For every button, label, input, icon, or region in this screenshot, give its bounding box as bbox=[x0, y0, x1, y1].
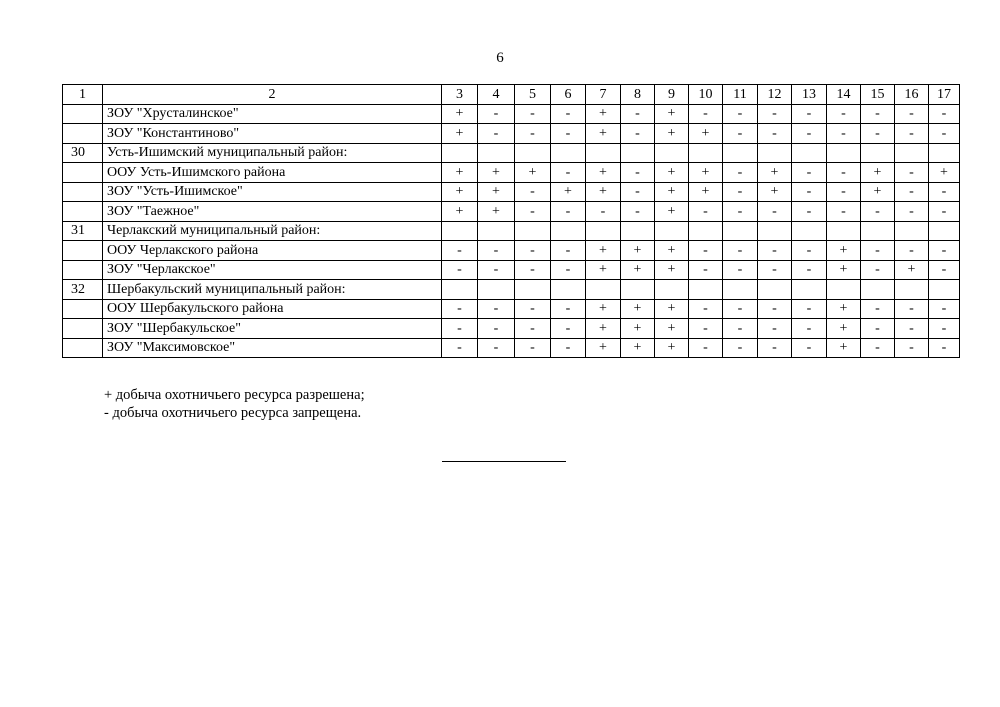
row-name: Черлакский муниципальный район: bbox=[103, 221, 442, 241]
mark-cell: + bbox=[442, 202, 478, 222]
mark-cell: + bbox=[515, 163, 551, 183]
row-number bbox=[63, 104, 103, 124]
mark-cell bbox=[515, 143, 551, 163]
table-header-row bbox=[63, 85, 960, 105]
mark-cell bbox=[442, 143, 478, 163]
mark-cell: + bbox=[586, 299, 621, 319]
mark-cell: + bbox=[758, 182, 792, 202]
mark-cell bbox=[929, 221, 960, 241]
row-name: ЗОУ "Шербакульское" bbox=[103, 319, 442, 339]
mark-cell: - bbox=[723, 182, 758, 202]
mark-cell bbox=[792, 143, 827, 163]
mark-cell: - bbox=[478, 104, 515, 124]
hunting-resource-table bbox=[62, 84, 960, 358]
mark-cell: - bbox=[551, 338, 586, 358]
page-number: 6 bbox=[496, 50, 504, 66]
mark-cell: - bbox=[621, 163, 655, 183]
row-number bbox=[63, 124, 103, 144]
mark-cell: + bbox=[827, 319, 861, 339]
mark-cell: - bbox=[827, 104, 861, 124]
row-number bbox=[63, 299, 103, 319]
mark-cell: - bbox=[929, 319, 960, 339]
mark-cell bbox=[586, 221, 621, 241]
row-name: Шербакульский муниципальный район: bbox=[103, 280, 442, 300]
mark-cell: + bbox=[586, 182, 621, 202]
mark-cell: - bbox=[929, 104, 960, 124]
mark-cell: + bbox=[655, 124, 689, 144]
header-cell: 9 bbox=[655, 85, 689, 105]
mark-cell: - bbox=[929, 299, 960, 319]
mark-cell bbox=[792, 221, 827, 241]
mark-cell bbox=[723, 221, 758, 241]
mark-cell: + bbox=[655, 182, 689, 202]
mark-cell: + bbox=[621, 338, 655, 358]
table-row bbox=[63, 163, 960, 183]
mark-cell: - bbox=[758, 260, 792, 280]
mark-cell bbox=[895, 221, 929, 241]
mark-cell: - bbox=[515, 241, 551, 261]
mark-cell: - bbox=[551, 124, 586, 144]
mark-cell bbox=[551, 221, 586, 241]
row-number bbox=[63, 260, 103, 280]
header-cell: 1 bbox=[63, 85, 103, 105]
row-number: 32 bbox=[63, 280, 103, 300]
mark-cell: + bbox=[442, 163, 478, 183]
mark-cell: - bbox=[478, 260, 515, 280]
mark-cell: - bbox=[689, 338, 723, 358]
mark-cell: - bbox=[689, 299, 723, 319]
table-row bbox=[63, 143, 960, 163]
mark-cell: + bbox=[655, 163, 689, 183]
row-name: ЗОУ "Таежное" bbox=[103, 202, 442, 222]
mark-cell bbox=[515, 280, 551, 300]
header-cell: 3 bbox=[442, 85, 478, 105]
mark-cell: - bbox=[478, 241, 515, 261]
mark-cell: + bbox=[655, 104, 689, 124]
mark-cell: - bbox=[861, 104, 895, 124]
row-name: Усть-Ишимский муниципальный район: bbox=[103, 143, 442, 163]
mark-cell: - bbox=[895, 124, 929, 144]
mark-cell: - bbox=[929, 202, 960, 222]
mark-cell bbox=[792, 280, 827, 300]
mark-cell: - bbox=[861, 202, 895, 222]
row-number bbox=[63, 319, 103, 339]
mark-cell: - bbox=[895, 338, 929, 358]
table-row bbox=[63, 280, 960, 300]
mark-cell: - bbox=[478, 319, 515, 339]
mark-cell: - bbox=[515, 202, 551, 222]
mark-cell: - bbox=[515, 182, 551, 202]
header-cell: 4 bbox=[478, 85, 515, 105]
mark-cell: - bbox=[758, 319, 792, 339]
mark-cell: - bbox=[723, 104, 758, 124]
mark-cell: + bbox=[758, 163, 792, 183]
row-name: ООУ Усть-Ишимского района bbox=[103, 163, 442, 183]
row-name: ЗОУ "Усть-Ишимское" bbox=[103, 182, 442, 202]
mark-cell bbox=[758, 280, 792, 300]
mark-cell: - bbox=[515, 104, 551, 124]
mark-cell: - bbox=[758, 241, 792, 261]
mark-cell: - bbox=[827, 202, 861, 222]
header-cell: 8 bbox=[621, 85, 655, 105]
mark-cell bbox=[689, 280, 723, 300]
mark-cell bbox=[586, 143, 621, 163]
mark-cell: + bbox=[478, 202, 515, 222]
table-row bbox=[63, 338, 960, 358]
mark-cell: - bbox=[861, 260, 895, 280]
mark-cell: - bbox=[442, 319, 478, 339]
mark-cell: - bbox=[689, 104, 723, 124]
header-cell: 11 bbox=[723, 85, 758, 105]
mark-cell: - bbox=[827, 124, 861, 144]
mark-cell: - bbox=[758, 338, 792, 358]
mark-cell: - bbox=[551, 260, 586, 280]
row-number: 31 bbox=[63, 221, 103, 241]
mark-cell: - bbox=[723, 299, 758, 319]
mark-cell bbox=[723, 280, 758, 300]
row-number bbox=[63, 241, 103, 261]
mark-cell: - bbox=[621, 124, 655, 144]
header-cell: 12 bbox=[758, 85, 792, 105]
mark-cell: + bbox=[586, 319, 621, 339]
mark-cell: - bbox=[929, 260, 960, 280]
end-divider-line bbox=[442, 461, 566, 462]
header-cell: 15 bbox=[861, 85, 895, 105]
mark-cell: - bbox=[792, 124, 827, 144]
mark-cell: - bbox=[792, 260, 827, 280]
mark-cell bbox=[861, 143, 895, 163]
mark-cell: - bbox=[929, 124, 960, 144]
mark-cell: - bbox=[723, 338, 758, 358]
mark-cell: + bbox=[861, 163, 895, 183]
mark-cell: - bbox=[861, 299, 895, 319]
mark-cell: - bbox=[515, 338, 551, 358]
mark-cell: - bbox=[478, 124, 515, 144]
mark-cell: - bbox=[723, 202, 758, 222]
mark-cell: + bbox=[655, 260, 689, 280]
mark-cell bbox=[478, 221, 515, 241]
mark-cell: + bbox=[621, 241, 655, 261]
mark-cell bbox=[827, 280, 861, 300]
mark-cell: - bbox=[515, 319, 551, 339]
row-number: 30 bbox=[63, 143, 103, 163]
mark-cell bbox=[895, 143, 929, 163]
mark-cell: - bbox=[478, 299, 515, 319]
mark-cell: - bbox=[792, 182, 827, 202]
header-cell: 17 bbox=[929, 85, 960, 105]
mark-cell bbox=[929, 143, 960, 163]
mark-cell: + bbox=[655, 241, 689, 261]
mark-cell bbox=[895, 280, 929, 300]
mark-cell bbox=[758, 143, 792, 163]
legend-allowed: + добыча охотничьего ресурса разрешена; bbox=[104, 387, 365, 403]
mark-cell: + bbox=[586, 260, 621, 280]
mark-cell bbox=[621, 280, 655, 300]
header-cell: 13 bbox=[792, 85, 827, 105]
mark-cell: - bbox=[723, 241, 758, 261]
header-cell: 16 bbox=[895, 85, 929, 105]
mark-cell: - bbox=[895, 319, 929, 339]
mark-cell: - bbox=[689, 202, 723, 222]
mark-cell: - bbox=[792, 299, 827, 319]
mark-cell: - bbox=[929, 182, 960, 202]
table-row bbox=[63, 182, 960, 202]
header-cell: 5 bbox=[515, 85, 551, 105]
mark-cell: - bbox=[758, 124, 792, 144]
mark-cell: - bbox=[895, 299, 929, 319]
mark-cell: + bbox=[621, 260, 655, 280]
mark-cell: - bbox=[551, 319, 586, 339]
header-cell: 6 bbox=[551, 85, 586, 105]
table-row bbox=[63, 299, 960, 319]
mark-cell bbox=[621, 221, 655, 241]
mark-cell: - bbox=[621, 202, 655, 222]
mark-cell: + bbox=[861, 182, 895, 202]
mark-cell: - bbox=[792, 319, 827, 339]
mark-cell: - bbox=[792, 104, 827, 124]
mark-cell bbox=[478, 280, 515, 300]
mark-cell: - bbox=[723, 319, 758, 339]
mark-cell: - bbox=[442, 299, 478, 319]
header-cell: 2 bbox=[103, 85, 442, 105]
mark-cell: - bbox=[895, 163, 929, 183]
row-name: ЗОУ "Константиново" bbox=[103, 124, 442, 144]
mark-cell: - bbox=[895, 104, 929, 124]
mark-cell: - bbox=[551, 241, 586, 261]
mark-cell: + bbox=[895, 260, 929, 280]
mark-cell: - bbox=[792, 202, 827, 222]
mark-cell: + bbox=[478, 182, 515, 202]
mark-cell: - bbox=[895, 202, 929, 222]
mark-cell bbox=[758, 221, 792, 241]
mark-cell: + bbox=[655, 319, 689, 339]
mark-cell: - bbox=[442, 260, 478, 280]
row-name: ООУ Шербакульского района bbox=[103, 299, 442, 319]
mark-cell: + bbox=[621, 299, 655, 319]
mark-cell bbox=[655, 143, 689, 163]
row-name: ООУ Черлакского района bbox=[103, 241, 442, 261]
mark-cell: - bbox=[895, 241, 929, 261]
mark-cell: + bbox=[655, 202, 689, 222]
mark-cell: - bbox=[929, 338, 960, 358]
mark-cell bbox=[655, 221, 689, 241]
table-row bbox=[63, 260, 960, 280]
table-row bbox=[63, 104, 960, 124]
table-body bbox=[63, 85, 960, 358]
mark-cell bbox=[689, 221, 723, 241]
mark-cell: - bbox=[621, 104, 655, 124]
header-cell: 14 bbox=[827, 85, 861, 105]
mark-cell: - bbox=[792, 163, 827, 183]
mark-cell: - bbox=[689, 241, 723, 261]
mark-cell: - bbox=[723, 124, 758, 144]
mark-cell: - bbox=[442, 338, 478, 358]
mark-cell: - bbox=[861, 338, 895, 358]
mark-cell: - bbox=[895, 182, 929, 202]
mark-cell: + bbox=[655, 299, 689, 319]
mark-cell bbox=[586, 280, 621, 300]
mark-cell: + bbox=[442, 124, 478, 144]
mark-cell bbox=[551, 280, 586, 300]
mark-cell: - bbox=[689, 260, 723, 280]
mark-cell: + bbox=[827, 260, 861, 280]
mark-cell bbox=[655, 280, 689, 300]
mark-cell: - bbox=[515, 260, 551, 280]
table-row bbox=[63, 319, 960, 339]
mark-cell: - bbox=[861, 241, 895, 261]
table-row bbox=[63, 202, 960, 222]
mark-cell: + bbox=[929, 163, 960, 183]
mark-cell: - bbox=[442, 241, 478, 261]
mark-cell: + bbox=[586, 104, 621, 124]
mark-cell: - bbox=[551, 299, 586, 319]
mark-cell: + bbox=[442, 104, 478, 124]
mark-cell: - bbox=[827, 163, 861, 183]
mark-cell: + bbox=[655, 338, 689, 358]
mark-cell bbox=[929, 280, 960, 300]
mark-cell: - bbox=[723, 163, 758, 183]
header-cell: 10 bbox=[689, 85, 723, 105]
mark-cell: - bbox=[929, 241, 960, 261]
mark-cell bbox=[689, 143, 723, 163]
mark-cell: - bbox=[551, 104, 586, 124]
mark-cell: + bbox=[621, 319, 655, 339]
mark-cell: + bbox=[586, 241, 621, 261]
mark-cell bbox=[827, 221, 861, 241]
table-row bbox=[63, 124, 960, 144]
header-cell: 7 bbox=[586, 85, 621, 105]
row-number bbox=[63, 338, 103, 358]
mark-cell: - bbox=[551, 202, 586, 222]
mark-cell: + bbox=[586, 338, 621, 358]
mark-cell: + bbox=[442, 182, 478, 202]
mark-cell: - bbox=[621, 182, 655, 202]
mark-cell: + bbox=[586, 163, 621, 183]
mark-cell: - bbox=[861, 124, 895, 144]
mark-cell: - bbox=[586, 202, 621, 222]
mark-cell: - bbox=[861, 319, 895, 339]
mark-cell: - bbox=[758, 299, 792, 319]
row-number bbox=[63, 182, 103, 202]
mark-cell: + bbox=[478, 163, 515, 183]
mark-cell bbox=[551, 143, 586, 163]
table-row bbox=[63, 221, 960, 241]
mark-cell bbox=[723, 143, 758, 163]
mark-cell: - bbox=[723, 260, 758, 280]
mark-cell: - bbox=[758, 202, 792, 222]
legend-forbidden: - добыча охотничьего ресурса запрещена. bbox=[104, 405, 362, 421]
mark-cell: + bbox=[586, 124, 621, 144]
mark-cell: + bbox=[689, 182, 723, 202]
mark-cell: + bbox=[551, 182, 586, 202]
mark-cell bbox=[442, 221, 478, 241]
mark-cell: - bbox=[478, 338, 515, 358]
mark-cell bbox=[478, 143, 515, 163]
mark-cell bbox=[861, 280, 895, 300]
row-name: ЗОУ "Черлакское" bbox=[103, 260, 442, 280]
mark-cell: + bbox=[827, 241, 861, 261]
mark-cell: - bbox=[758, 104, 792, 124]
row-number bbox=[63, 163, 103, 183]
mark-cell: - bbox=[551, 163, 586, 183]
table-row bbox=[63, 241, 960, 261]
legend bbox=[104, 386, 365, 422]
mark-cell bbox=[621, 143, 655, 163]
mark-cell: + bbox=[689, 124, 723, 144]
mark-cell: - bbox=[792, 241, 827, 261]
mark-cell bbox=[827, 143, 861, 163]
row-name: ЗОУ "Хрусталинское" bbox=[103, 104, 442, 124]
mark-cell: + bbox=[827, 299, 861, 319]
mark-cell: - bbox=[827, 182, 861, 202]
mark-cell: - bbox=[515, 299, 551, 319]
mark-cell: + bbox=[689, 163, 723, 183]
mark-cell: - bbox=[515, 124, 551, 144]
mark-cell: - bbox=[689, 319, 723, 339]
mark-cell: - bbox=[792, 338, 827, 358]
mark-cell bbox=[442, 280, 478, 300]
mark-cell bbox=[515, 221, 551, 241]
mark-cell bbox=[861, 221, 895, 241]
row-name: ЗОУ "Максимовское" bbox=[103, 338, 442, 358]
row-number bbox=[63, 202, 103, 222]
mark-cell: + bbox=[827, 338, 861, 358]
